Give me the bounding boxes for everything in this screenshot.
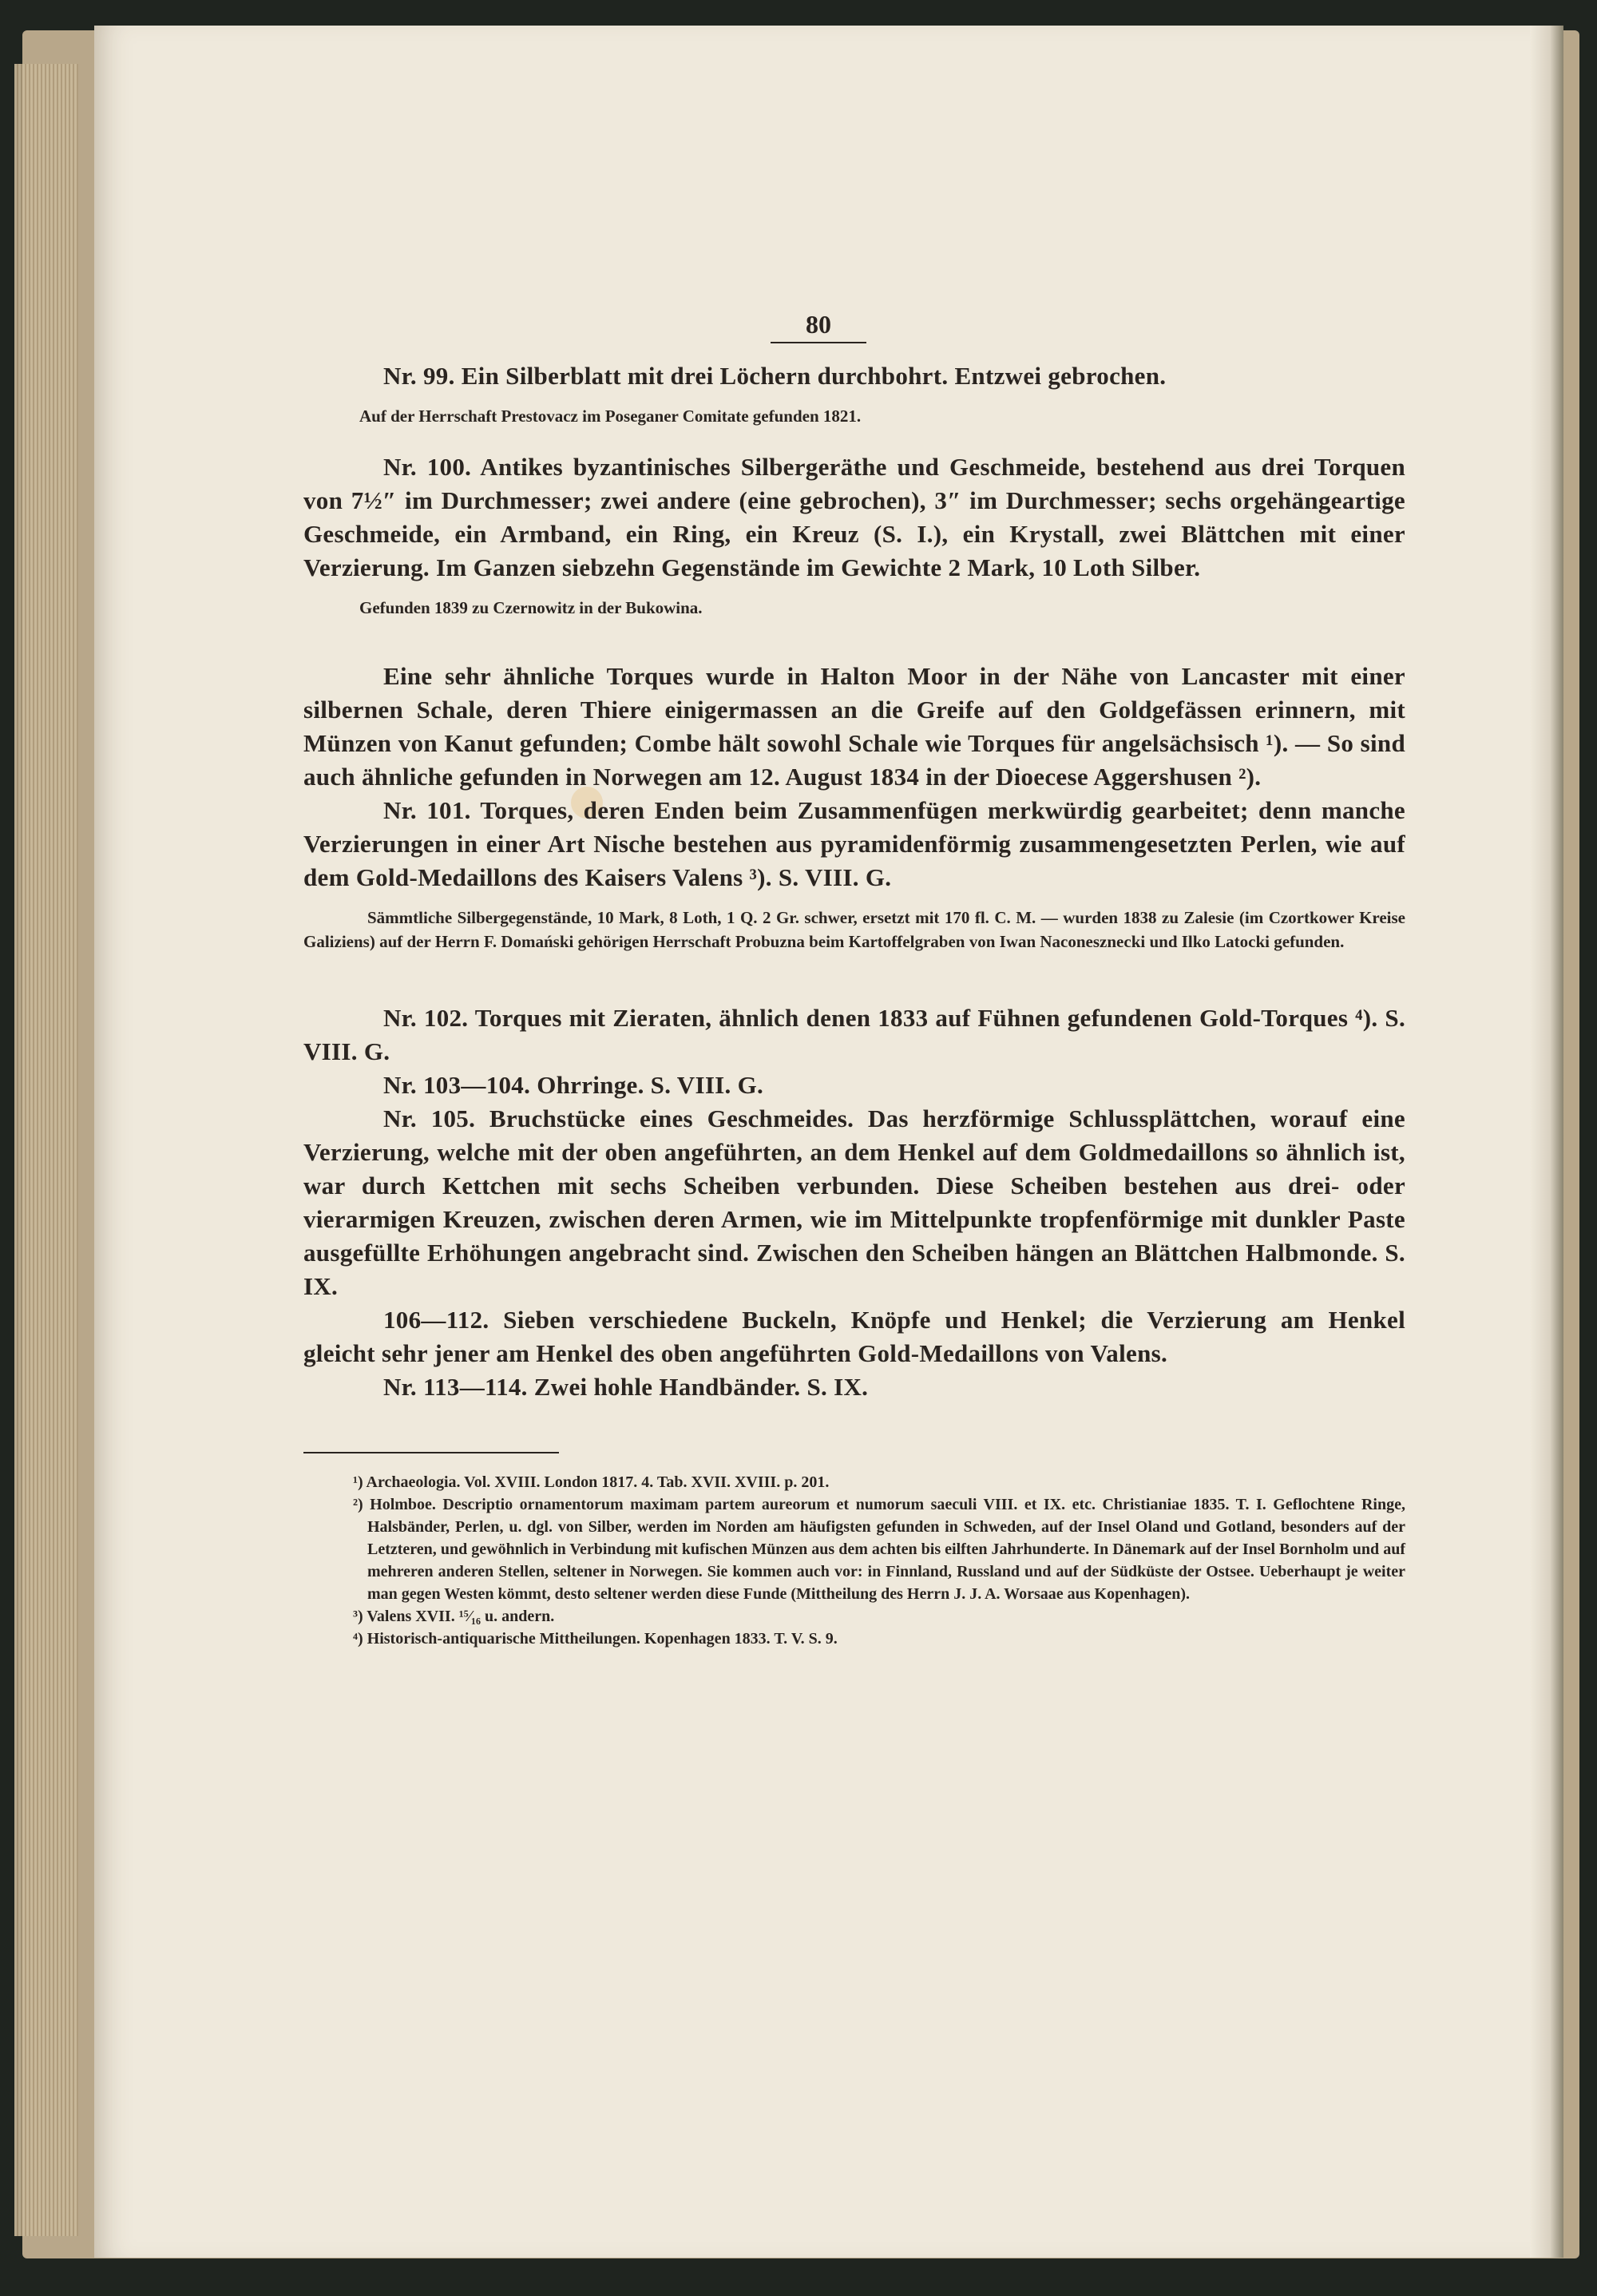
footnote-4: ⁴) Historisch-antiquarische Mittheilungen. Kopenhagen 1833. T. V. S. 9.: [353, 1630, 838, 1648]
page-edges: [14, 64, 78, 2236]
entry-nr101-note: Sämmtliche Silbergegenstände, 10 Mark, 8 Loth, 1 Q. 2 Gr. schwer, ersetzt mit 170 fl. C. M. — wurden 1838 zu Zalesie (im Czortkower Kreise Galiziens) auf der Herrn F. Domański gehörigen Herrschaft Probuzna beim Kartoffelgraben von Iwan Naconesznecki und Ilko Latocki gefunden.: [303, 908, 1405, 951]
entry-nr102: Nr. 102. Torques mit Zieraten, ähnlich denen 1833 auf Fühnen gefundenen Gold-Torques ⁴). S. VIII. G.: [303, 1004, 1405, 1065]
entry-nr106: 106—112. Sieben verschiedene Buckeln, Knöpfe und Henkel; die Verzierung am Henkel gleicht sehr jener am Henkel des oben angeführten Gold-Medaillons von Valens.: [303, 1306, 1405, 1367]
footnote-1: ¹) Archaeologia. Vol. XVIII. London 1817. 4. Tab. XVII. XVIII. p. 201.: [353, 1473, 830, 1491]
entry-nr105: Nr. 105. Bruchstücke eines Geschmeides. Das herzförmige Schlussplättchen, worauf eine Verzierung, welche mit der oben angeführten, an dem Henkel auf dem Goldmedaillons so ähnlich ist, war durch Kettchen mit sechs Scheiben verbunden. Diese Scheiben bestehen aus drei- oder vierarmigen Kreuzen, zwischen deren Armen, wie im Mittelpunkte tropfenförmige mit dunkler Paste ausgefüllte Erhöhungen angebracht sind. Zwischen den Scheiben hängen an Blättchen Halbmonde. S. IX.: [303, 1104, 1405, 1300]
entry-nr100-note: Gefunden 1839 zu Czernowitz in der Bukowina.: [359, 598, 703, 617]
entry-nr103: Nr. 103—104. Ohrringe. S. VIII. G.: [383, 1071, 764, 1099]
entry-nr99-note: Auf der Herrschaft Prestovacz im Poseganer Comitate gefunden 1821.: [359, 406, 862, 426]
entry-nr100: Nr. 100. Antikes byzantinisches Silbergeräthe und Geschmeide, bestehend aus drei Torquen von 7½″ im Durchmesser; zwei andere (eine gebrochen), 3″ im Durchmesser; sechs orgehängeartige Geschmeide, ein Armband, ein Ring, ein Kreuz (S. I.), ein Krystall, zwei Blättchen mit einer Verzierung. Im Ganzen siebzehn Gegenstände im Gewichte 2 Mark, 10 Loth Silber.: [303, 453, 1405, 581]
entry-nr99: Nr. 99. Ein Silberblatt mit drei Löchern durchbohrt. Entzwei gebrochen.: [383, 362, 1167, 390]
entry-nr113: Nr. 113—114. Zwei hohle Handbänder. S. IX.: [383, 1373, 869, 1401]
footnote-2: ²) Holmboe. Descriptio ornamentorum maximam partem aureorum et numorum saeculi VIII. et IX. etc. Christianiae 1835. T. I. Geflochtene Ringe, Halsbänder, Perlen, u. dgl. von Silber, werden im Norden am häufigsten gefunden in Schweden, auf der Insel Oland und Gotland, besonders auf der Letzteren, und gewöhnlich in Verbindung mit kufischen Münzen aus dem achten bis eilften Jahrhunderte. In Dänemark auf der Insel Bornholm und auf mehreren anderen Stellen, seltener in Norwegen. Sie kommen auch vor: in Finnland, Russland und auf der Südküste der Ostsee. Ueberhaupt je weiter man gegen Westen kömmt, desto seltener werden diese Funde (Mittheilung des Herrn J. J. A. Worsaae aus Kopenhagen).: [353, 1496, 1405, 1603]
page-gutter: [1530, 26, 1563, 2258]
page-number: 80: [771, 310, 866, 343]
page-content: [303, 310, 1405, 1650]
footnote-rule: [303, 1452, 559, 1453]
paragraph-halton-moor: Eine sehr ähnliche Torques wurde in Halton Moor in der Nähe von Lancaster mit einer silbernen Schale, deren Thiere einigermassen an die Greife auf den Goldgefässen erinnern, mit Münzen von Kanut gefunden; Combe hält sowohl Schale wie Torques für angelsächsisch ¹). — So sind auch ähnliche gefunden in Norwegen am 12. August 1834 in der Dioecese Aggershusen ²).: [303, 662, 1405, 791]
footnote-3: ³) Valens XVII. ¹⁵⁄₁₆ u. andern.: [353, 1608, 555, 1625]
entry-nr101: Nr. 101. Torques, deren Enden beim Zusammenfügen merkwürdig gearbeitet; denn manche Verzierungen in einer Art Nische bestehen aus pyramidenförmig zusammengesetzten Perlen, wie auf dem Gold-Medaillons des Kaisers Valens ³). S. VIII. G.: [303, 796, 1405, 891]
